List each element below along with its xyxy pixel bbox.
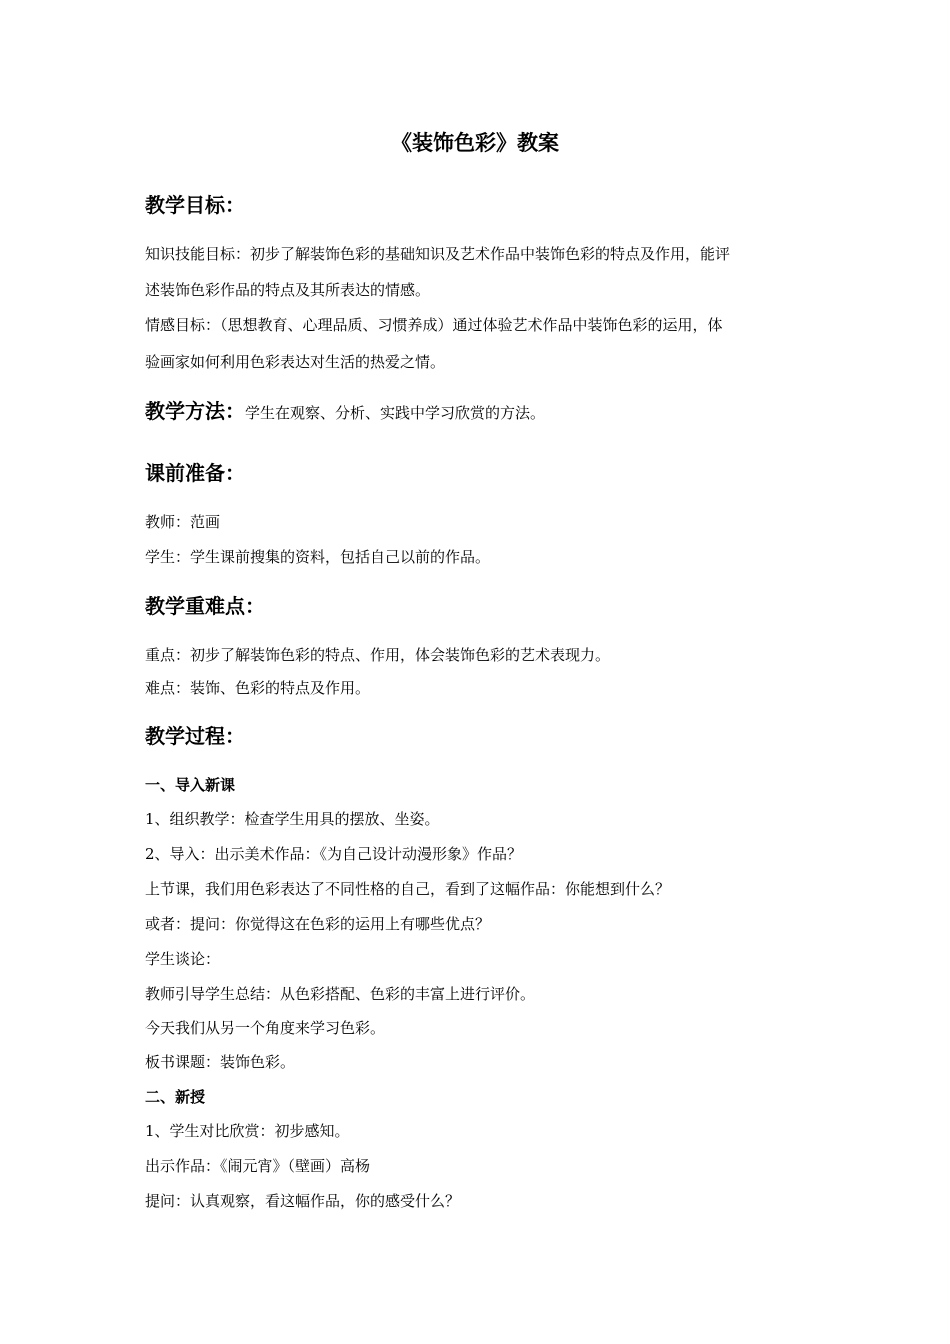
difficult-point: 难点：装饰、色彩的特点及作用。 xyxy=(145,679,371,697)
section2-title: 二、新授 xyxy=(145,1088,206,1106)
section1-line: 教师引导学生总结：从色彩搭配、色彩的丰富上进行评价。 xyxy=(145,985,536,1003)
key-point: 重点：初步了解装饰色彩的特点、作用，体会装饰色彩的艺术表现力。 xyxy=(145,646,611,664)
preparation-student: 学生：学生课前搜集的资料，包括自己以前的作品。 xyxy=(145,548,491,566)
preparation-heading: 课前准备： xyxy=(145,461,245,485)
section1-line: 学生谈论： xyxy=(145,950,221,968)
section1-line: 板书课题：装饰色彩。 xyxy=(145,1053,296,1071)
section2-line: 提问：认真观察，看这幅作品，你的感受什么？ xyxy=(145,1192,461,1210)
process-heading: 教学过程： xyxy=(145,724,245,748)
section1-line: 或者：提问：你觉得这在色彩的运用上有哪些优点？ xyxy=(145,915,491,933)
section1-title: 一、导入新课 xyxy=(145,776,236,794)
method-heading xyxy=(145,398,545,426)
objectives-knowledge-line2: 述装饰色彩作品的特点及其所表达的情感。 xyxy=(145,281,431,299)
page-title: 《装饰色彩》教案 xyxy=(391,130,559,155)
section1-line: 1、组织教学：检查学生用具的摆放、坐姿。 xyxy=(145,810,440,828)
objectives-emotion-line1: 情感目标：（思想教育、心理品质、习惯养成）通过体验艺术作品中装饰色彩的运用，体 xyxy=(145,316,723,334)
section1-line: 2、导入：出示美术作品：《为自己设计动漫形象》作品？ xyxy=(145,845,523,863)
section2-line: 出示作品：《闹元宵》（壁画）高杨 xyxy=(145,1157,371,1175)
method-heading-label: 教学方法： xyxy=(145,399,245,423)
key-points-heading: 教学重难点： xyxy=(145,594,265,618)
objectives-knowledge-line1: 知识技能目标：初步了解装饰色彩的基础知识及艺术作品中装饰色彩的特点及作用，能评 xyxy=(145,245,731,263)
objectives-emotion-line2: 验画家如何利用色彩表达对生活的热爱之情。 xyxy=(145,353,446,371)
method-text: 学生在观察、分析、实践中学习欣赏的方法。 xyxy=(245,404,546,422)
section1-line: 今天我们从另一个角度来学习色彩。 xyxy=(145,1019,386,1037)
preparation-teacher: 教师：范画 xyxy=(145,513,221,531)
section2-line: 1、学生对比欣赏：初步感知。 xyxy=(145,1122,350,1140)
section1-line: 上节课，我们用色彩表达了不同性格的自己，看到了这幅作品：你能想到什么？ xyxy=(145,880,671,898)
objectives-heading: 教学目标： xyxy=(145,193,245,217)
